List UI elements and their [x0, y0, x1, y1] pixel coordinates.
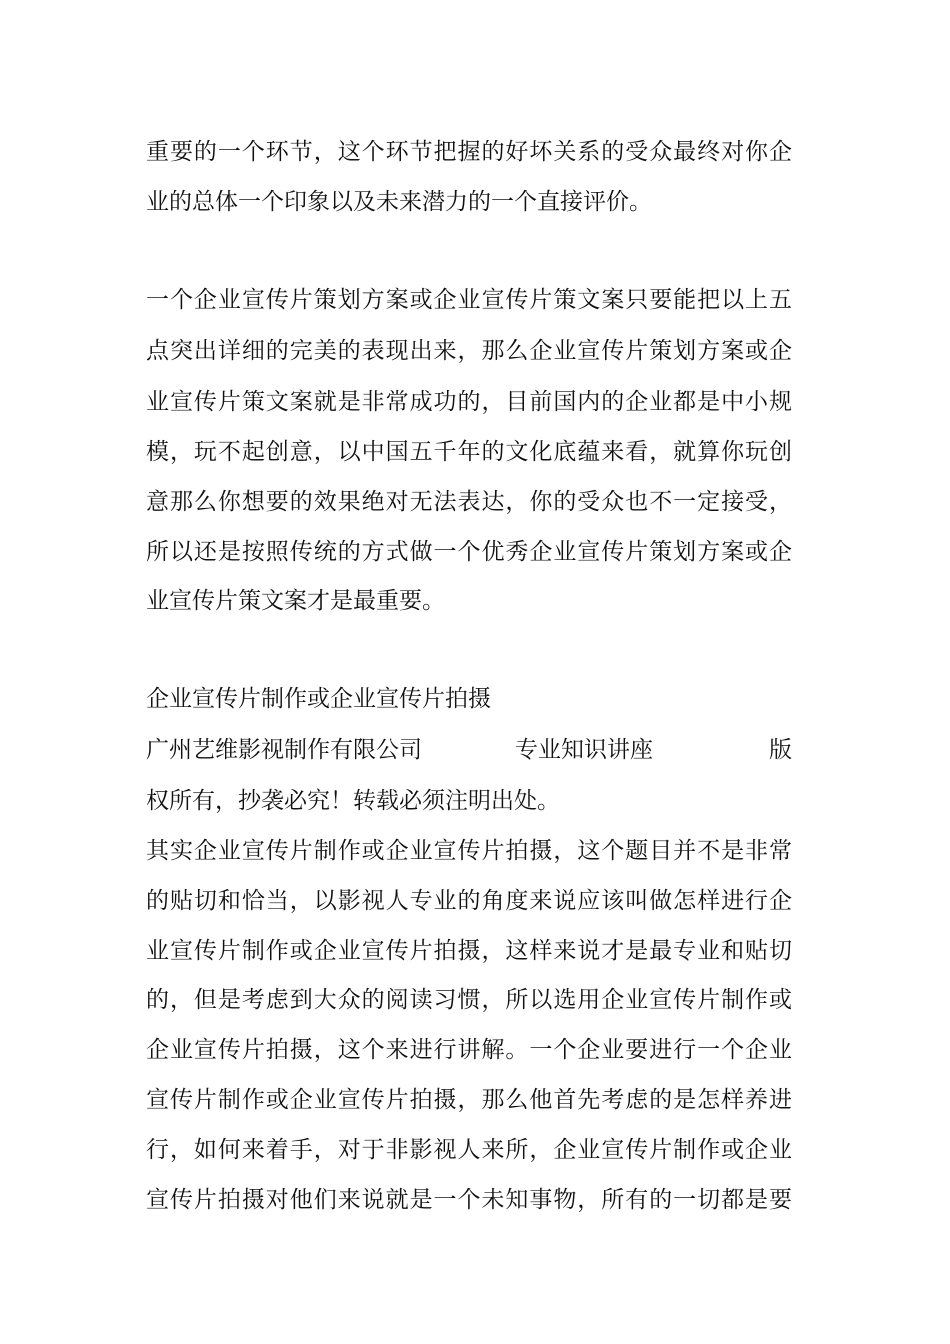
- company-name: 广州艺维影视制作有限公司: [146, 737, 422, 763]
- paragraph-line: 宣传片制作或企业宣传片拍摄，那么他首先考虑的是怎样养进: [146, 1087, 792, 1113]
- lecture-series: 专业知识讲座: [515, 737, 653, 763]
- rights-notice: 权所有，抄袭必究！转载必须注明出处。: [146, 788, 560, 814]
- paragraph-line: 模，玩不起创意，以中国五千年的文化底蕴来看，就算你玩创: [146, 439, 792, 465]
- paragraph-line: 其实企业宣传片制作或企业宣传片拍摄，这个题目并不是非常: [146, 838, 792, 864]
- paragraph-line: 的，但是考虑到大众的阅读习惯，所以选用企业宣传片制作或: [146, 987, 792, 1013]
- paragraph-line: 点突出详细的完美的表现出来，那么企业宣传片策划方案或企: [146, 338, 792, 364]
- paragraph-line: 业宣传片策文案才是最重要。: [146, 588, 445, 614]
- paragraph-line: 所以还是按照传统的方式做一个优秀企业宣传片策划方案或企: [146, 539, 792, 565]
- credit-row: [146, 735, 792, 765]
- paragraph-line: 业的总体一个印象以及未来潜力的一个直接评价。: [146, 189, 652, 215]
- paragraph-line: 的贴切和恰当，以影视人专业的角度来说应该叫做怎样进行企: [146, 888, 792, 914]
- paragraph-line: 宣传片拍摄对他们来说就是一个未知事物，所有的一切都是要: [146, 1187, 792, 1213]
- paragraph-line: 企业宣传片拍摄，这个来进行讲解。一个企业要进行一个企业: [146, 1037, 792, 1063]
- paragraph-line: 业宣传片制作或企业宣传片拍摄，这样来说才是最专业和贴切: [146, 938, 792, 964]
- section-title: 企业宣传片制作或企业宣传片拍摄: [146, 686, 491, 712]
- paragraph-line: 业宣传片策文案就是非常成功的，目前国内的企业都是中小规: [146, 389, 792, 415]
- rights-label-start: 版: [769, 737, 792, 763]
- paragraph-line: 重要的一个环节，这个环节把握的好坏关系的受众最终对你企: [146, 139, 792, 165]
- paragraph-line: 一个企业宣传片策划方案或企业宣传片策文案只要能把以上五: [146, 287, 792, 313]
- paragraph-line: 意那么你想要的效果绝对无法表达，你的受众也不一定接受，: [146, 489, 792, 515]
- paragraph-line: 行，如何来着手，对于非影视人来所，企业宣传片制作或企业: [146, 1137, 792, 1163]
